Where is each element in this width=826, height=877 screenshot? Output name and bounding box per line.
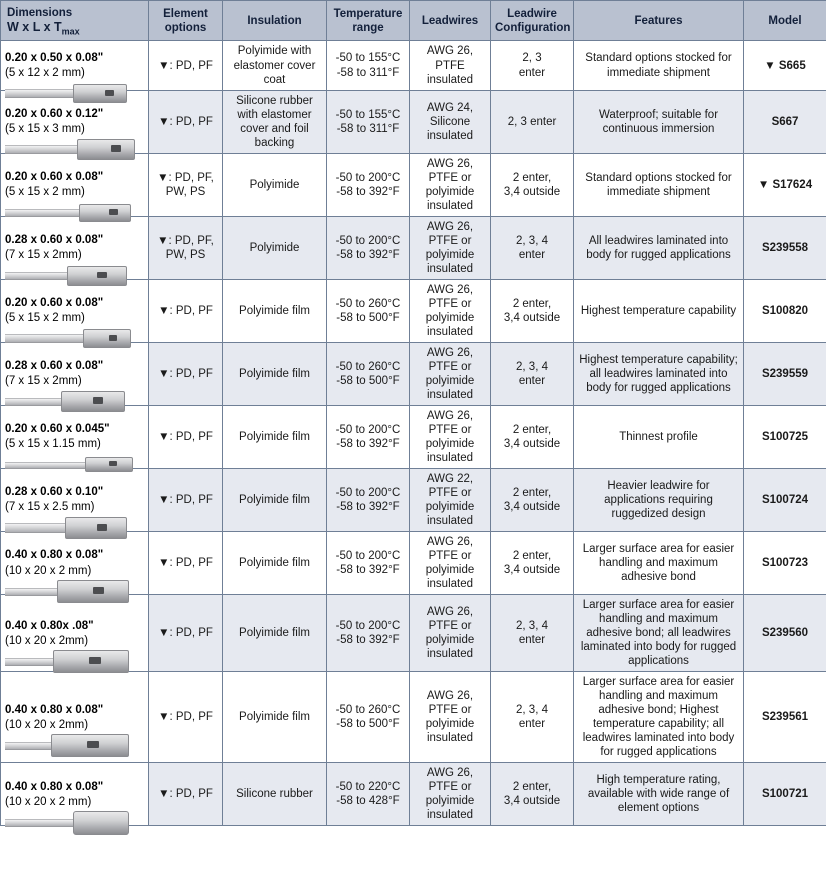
insulation-cell: Polyimide film — [223, 342, 327, 405]
table-header — [1, 1, 826, 41]
temperature-range-cell: -50 to 220°C -58 to 428°F — [327, 763, 410, 826]
header-leadwire-configuration: Leadwire Configuration — [491, 1, 574, 41]
model-cell: ▼ S17624 — [744, 153, 826, 216]
leadwire-configuration-cell: 2, 3, 4 enter — [491, 342, 574, 405]
element-options-cell: ▼: PD, PF — [149, 90, 223, 153]
sensor-part-lead — [5, 742, 53, 750]
header-features: Features — [574, 1, 744, 41]
sensor-part-dot — [111, 145, 121, 152]
leadwires-cell: AWG 26, PTFE or polyimide insulated — [410, 672, 491, 763]
features-cell: Standard options stocked for immediate shipment — [574, 41, 744, 90]
insulation-cell: Polyimide — [223, 153, 327, 216]
leadwires-cell: AWG 26, PTFE or polyimide insulated — [410, 763, 491, 826]
sensor-part-body — [79, 204, 131, 222]
features-cell: Heavier leadwire for applications requiring ruggedized design — [574, 468, 744, 531]
dimensions-mm: (7 x 15 x 2mm) — [5, 375, 82, 388]
sensor-part-body — [83, 329, 131, 348]
dimensions-inches: 0.40 x 0.80 x 0.08" — [5, 703, 104, 716]
model-cell: S239560 — [744, 595, 826, 672]
insulation-cell: Polyimide film — [223, 468, 327, 531]
dimensions-mm: (10 x 20 x 2mm) — [5, 718, 89, 731]
temperature-range-cell: -50 to 155°C -58 to 311°F — [327, 41, 410, 90]
table-row — [1, 672, 826, 763]
temperature-range-cell: -50 to 155°C -58 to 311°F — [327, 90, 410, 153]
header-dimensions — [1, 1, 149, 41]
features-cell: High temperature rating, available with wide range of element options — [574, 763, 744, 826]
model-cell: S239561 — [744, 672, 826, 763]
leadwire-configuration-cell: 2 enter, 3,4 outside — [491, 279, 574, 342]
table-body — [1, 41, 826, 826]
model-cell: S100721 — [744, 763, 826, 826]
model-cell: S239559 — [744, 342, 826, 405]
temperature-range-cell: -50 to 200°C -58 to 392°F — [327, 153, 410, 216]
dimensions-inches: 0.20 x 0.60 x 0.045" — [5, 423, 110, 436]
leadwires-cell: AWG 26, PTFE or polyimide insulated — [410, 342, 491, 405]
leadwire-configuration-cell: 2 enter, 3,4 outside — [491, 153, 574, 216]
element-options-cell: ▼: PD, PF, PW, PS — [149, 216, 223, 279]
table-row — [1, 216, 826, 279]
sensor-part-body — [65, 517, 127, 539]
dimensions-inches: 0.20 x 0.50 x 0.08" — [5, 51, 104, 64]
temperature-range-cell: -50 to 200°C -58 to 392°F — [327, 405, 410, 468]
dimensions-cell — [1, 153, 149, 216]
header-element-options: Element options — [149, 1, 223, 41]
dimensions-cell — [1, 216, 149, 279]
features-cell: Standard options stocked for immediate shipment — [574, 153, 744, 216]
model-cell: S239558 — [744, 216, 826, 279]
sensor-part-dot — [89, 657, 101, 664]
table-row — [1, 468, 826, 531]
temperature-range-cell: -50 to 200°C -58 to 392°F — [327, 531, 410, 594]
dimensions-cell — [1, 595, 149, 672]
leadwires-cell: AWG 26, PTFE or polyimide insulated — [410, 531, 491, 594]
features-cell: Larger surface area for easier handling and maximum adhesive bond — [574, 531, 744, 594]
insulation-cell: Polyimide film — [223, 672, 327, 763]
element-options-cell: ▼: PD, PF, PW, PS — [149, 153, 223, 216]
dimensions-cell — [1, 672, 149, 763]
leadwire-configuration-cell: 2 enter, 3,4 outside — [491, 763, 574, 826]
header-model: Model — [744, 1, 826, 41]
model-cell: S100723 — [744, 531, 826, 594]
element-options-cell: ▼: PD, PF — [149, 41, 223, 90]
model-cell: S667 — [744, 90, 826, 153]
dimensions-mm: (5 x 15 x 1.15 mm) — [5, 438, 101, 451]
dimensions-inches: 0.28 x 0.60 x 0.10" — [5, 486, 104, 499]
model-cell: S100724 — [744, 468, 826, 531]
leadwire-configuration-cell: 2, 3 enter — [491, 90, 574, 153]
insulation-cell: Polyimide with elastomer cover coat — [223, 41, 327, 90]
features-cell: Highest temperature capability; all leadwires laminated into body for rugged applications — [574, 342, 744, 405]
table-row — [1, 595, 826, 672]
sensor-part-lead — [5, 523, 67, 533]
sensor-part-dot — [105, 90, 114, 96]
dimensions-mm: (5 x 15 x 2 mm) — [5, 186, 85, 199]
dimensions-inches: 0.40 x 0.80 x 0.08" — [5, 549, 104, 562]
element-options-cell: ▼: PD, PF — [149, 763, 223, 826]
table-row — [1, 763, 826, 826]
insulation-cell: Polyimide — [223, 216, 327, 279]
sensor-part-dot — [97, 524, 107, 531]
sensor-part-lead — [5, 398, 63, 406]
dimensions-mm: (10 x 20 x 2mm) — [5, 634, 89, 647]
header-dimensions-line2: W x L x $T_{max}$ — [7, 20, 80, 37]
insulation-cell: Polyimide film — [223, 595, 327, 672]
sensor-part-lead — [5, 209, 81, 217]
features-cell: Highest temperature capability — [574, 279, 744, 342]
leadwire-configuration-cell: 2, 3, 4 enter — [491, 216, 574, 279]
dimensions-mm: (5 x 15 x 3 mm) — [5, 123, 85, 136]
dimensions-mm: (10 x 20 x 2 mm) — [5, 795, 92, 808]
temperature-range-cell: -50 to 200°C -58 to 392°F — [327, 595, 410, 672]
header-insulation: Insulation — [223, 1, 327, 41]
sensor-part-dot — [87, 741, 99, 748]
insulation-cell: Silicone rubber — [223, 763, 327, 826]
sensor-part-lead — [5, 272, 69, 280]
leadwire-configuration-cell: 2 enter, 3,4 outside — [491, 405, 574, 468]
dimensions-cell — [1, 763, 149, 826]
header-temperature-range: Temperature range — [327, 1, 410, 41]
element-options-cell: ▼: PD, PF — [149, 468, 223, 531]
sensor-part-lead — [5, 89, 75, 98]
features-cell: Thinnest profile — [574, 405, 744, 468]
leadwire-configuration-cell: 2 enter, 3,4 outside — [491, 468, 574, 531]
sensor-part-dot — [109, 209, 118, 215]
sensor-part-dot — [93, 397, 103, 404]
dimensions-cell — [1, 41, 149, 90]
leadwire-configuration-cell: 2 enter, 3,4 outside — [491, 531, 574, 594]
leadwires-cell: AWG 26, PTFE or polyimide insulated — [410, 153, 491, 216]
sensor-part-body — [73, 84, 127, 103]
leadwires-cell: AWG 26, PTFE or polyimide insulated — [410, 279, 491, 342]
leadwires-cell: AWG 24, Silicone insulated — [410, 90, 491, 153]
sensor-part-body — [73, 811, 129, 835]
sensor-part-dot — [93, 587, 104, 594]
dimensions-inches: 0.40 x 0.80 x 0.08" — [5, 780, 104, 793]
table-row — [1, 342, 826, 405]
features-cell: All leadwires laminated into body for rugged applications — [574, 216, 744, 279]
table-row — [1, 531, 826, 594]
dimensions-mm: (7 x 15 x 2.5 mm) — [5, 501, 95, 514]
dimensions-mm: (5 x 12 x 2 mm) — [5, 67, 85, 79]
leadwire-configuration-cell: 2, 3 enter — [491, 41, 574, 90]
leadwires-cell: AWG 22, PTFE or polyimide insulated — [410, 468, 491, 531]
insulation-cell: Silicone rubber with elastomer cover and foil backing — [223, 90, 327, 153]
dimensions-cell — [1, 468, 149, 531]
element-options-cell: ▼: PD, PF — [149, 405, 223, 468]
dimensions-cell — [1, 405, 149, 468]
insulation-cell: Polyimide film — [223, 279, 327, 342]
sensor-part-lead — [5, 334, 85, 343]
model-cell: S100820 — [744, 279, 826, 342]
element-options-cell: ▼: PD, PF — [149, 595, 223, 672]
dimensions-inches: 0.20 x 0.60 x 0.12" — [5, 108, 104, 121]
table-row — [1, 41, 826, 90]
dimensions-cell — [1, 342, 149, 405]
leadwires-cell: AWG 26, PTFE or polyimide insulated — [410, 216, 491, 279]
temperature-range-cell: -50 to 200°C -58 to 392°F — [327, 216, 410, 279]
sensor-part-lead — [5, 145, 79, 154]
sensor-part-lead — [5, 462, 87, 469]
table-row — [1, 279, 826, 342]
sensor-part-dot — [109, 461, 117, 466]
leadwire-configuration-cell: 2, 3, 4 enter — [491, 672, 574, 763]
header-leadwires: Leadwires — [410, 1, 491, 41]
temperature-range-cell: -50 to 200°C -58 to 392°F — [327, 468, 410, 531]
dimensions-inches: 0.28 x 0.60 x 0.08" — [5, 360, 104, 373]
dimensions-mm: (10 x 20 x 2 mm) — [5, 564, 92, 577]
element-options-cell: ▼: PD, PF — [149, 342, 223, 405]
dimensions-cell — [1, 279, 149, 342]
sensor-part-dot — [109, 335, 117, 341]
leadwires-cell: AWG 26, PTFE or polyimide insulated — [410, 405, 491, 468]
leadwires-cell: AWG 26, PTFE or polyimide insulated — [410, 595, 491, 672]
leadwires-cell: AWG 26, PTFE insulated — [410, 41, 491, 90]
element-options-cell: ▼: PD, PF — [149, 279, 223, 342]
temperature-range-cell: -50 to 260°C -58 to 500°F — [327, 279, 410, 342]
dimensions-inches: 0.28 x 0.60 x 0.08" — [5, 234, 104, 247]
dimensions-cell — [1, 531, 149, 594]
table-row — [1, 153, 826, 216]
dimensions-inches: 0.20 x 0.60 x 0.08" — [5, 171, 104, 184]
sensor-part-lead — [5, 658, 55, 666]
insulation-cell: Polyimide film — [223, 405, 327, 468]
element-options-cell: ▼: PD, PF — [149, 672, 223, 763]
dimensions-mm: (5 x 15 x 2 mm) — [5, 312, 85, 325]
sensor-part-dot — [97, 272, 107, 278]
leadwire-configuration-cell: 2, 3, 4 enter — [491, 595, 574, 672]
temperature-range-cell: -50 to 260°C -58 to 500°F — [327, 342, 410, 405]
model-cell: ▼ S665 — [744, 41, 826, 90]
dimensions-mm: (7 x 15 x 2mm) — [5, 249, 82, 262]
table-row — [1, 405, 826, 468]
element-options-cell: ▼: PD, PF — [149, 531, 223, 594]
sensor-part-body — [77, 139, 135, 160]
temperature-range-cell: -50 to 260°C -58 to 500°F — [327, 672, 410, 763]
dimensions-inches: 0.40 x 0.80x .08" — [5, 619, 94, 632]
sensor-part-lead — [5, 819, 75, 827]
insulation-cell: Polyimide film — [223, 531, 327, 594]
features-cell: Waterproof; suitable for continuous immersion — [574, 90, 744, 153]
sensor-part-lead — [5, 588, 59, 596]
features-cell: Larger surface area for easier handling and maximum adhesive bond; Highest temperature capability; all leadwires laminated into body for rugged applications — [574, 672, 744, 763]
features-cell: Larger surface area for easier handling and maximum adhesive bond; all leadwires laminated into body for rugged applications — [574, 595, 744, 672]
header-dimensions-line1: Dimensions — [7, 7, 73, 19]
model-cell: S100725 — [744, 405, 826, 468]
dimensions-inches: 0.20 x 0.60 x 0.08" — [5, 297, 104, 310]
